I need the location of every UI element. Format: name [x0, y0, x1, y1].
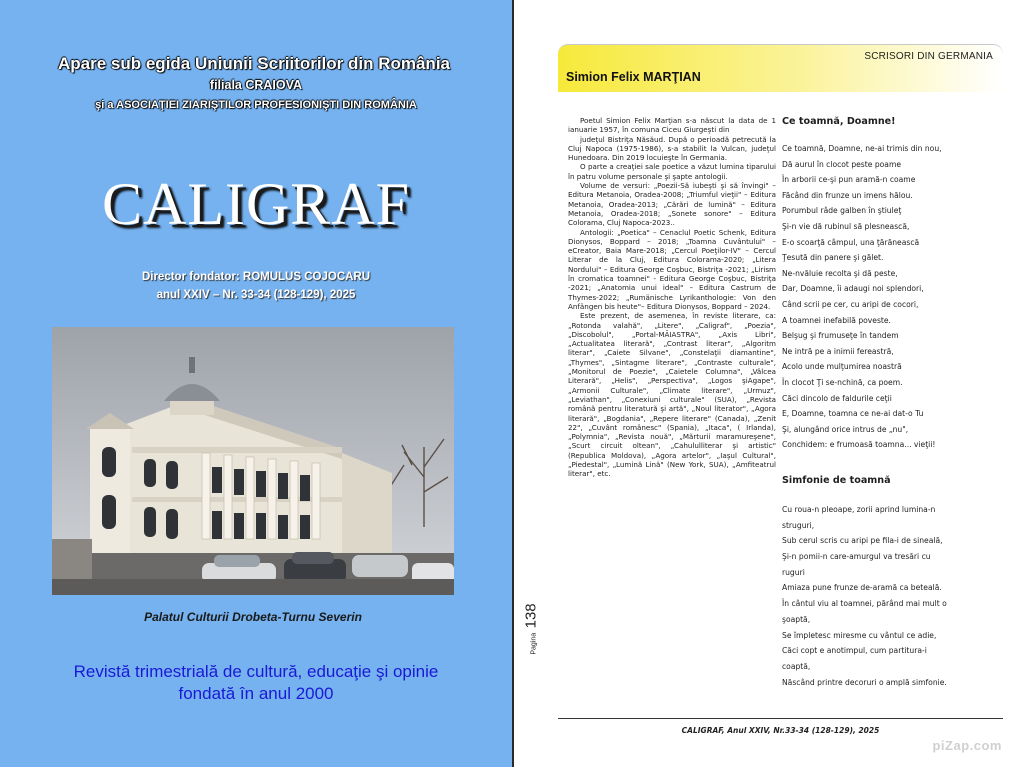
bio-paragraph: O parte a creaţiei sale poetice a văzut lumina tiparului în patru volume personale şi şapte antologii. [568, 162, 776, 181]
page-footer: CALIGRAF, Anul XXIV, Nr.33-34 (128-129), 2025 [681, 726, 880, 735]
poem-line: Sub cerul scris cu aripi pe fila-i de sineală, [782, 536, 943, 546]
poem-line: şoaptă, [782, 614, 811, 624]
poem-line: În cântul viu al toamnei, părând mai mult o [782, 599, 947, 609]
page-number [520, 600, 570, 660]
magazine-title: CALIGRAF [101, 171, 411, 237]
poem-1-body [782, 141, 1012, 453]
poem-line: Căci copt e anotimpul, cum partitura-i [782, 646, 927, 656]
bio-paragraph: Antologii: „Poetica" – Cenaclul Poetic Schenk, Editura Dionysos, Boppard – 2018; „Toamna Cuvântului" – eCreator, Baia Mare-2018; „Cercul Poeţilor-IV" – Cercul Literar de la Cluj, Editura Colorama-2020; „Litera Nordului" – Editura George Coşbuc, Bistriţa -2021; „Lirism în cromatica toamnei" - Editura George Coşbuc, Bistriţa -2021; „Anatomia unui ideal" – Editura Castrum de Thymes-2022; „Rumänische Lyrikanthologie: Von den Anfängen bis heute"– Editura Dionysos, Boppard – 2024. [568, 227, 776, 311]
poem-line: Ne intră pe a inimii fereastră, [782, 346, 894, 356]
poem-line: În clocot Ţi se-nchină, ca poem. [782, 377, 903, 387]
bio-paragraph: Este prezent, de asemenea, în reviste literare, ca: „Rotonda valahă", „Litere", „Caligraf", „Poezia", „Discobolul", „Portal-MĂIASTRA", „Axis Libri", „Actualitatea literară", „Contrast literar", „Algoritm literar", „Caiete Silvane", „Constelaţii diamantine", „Thymes", „Sintagme literare", „Contraste culturale", „Monitorul de Poezie", „Caietele Columna", „Vâlcea Literară", „Helis", „Perspectiva", „Logos şiAgape", „Armonii Culturale", „Climate literare", „Urmuz", „Leviathan", „Conexiuni culturale" (SUA), „Revista română pentru literatură şi artă", „Noul literator", „Agora literară", „Bogdania", „Repere literare" (Canada), „Zenit 22", „Cuvânt românesc" (Spania), „Itaca", ( Irlanda), „Polymnia", „Revista nouă", „Mărturii maramureşene", „Scurt circuit oltean", „Cahululliterar şi artistic" (Republica Moldova), „Agora artelor", „Iaşul Cultural", „Piedestal", „Lumină Lină" (New York, SUA), „Amfiteatrul literar", etc. [568, 311, 776, 479]
poems-column [782, 116, 1012, 690]
poem-line: E, Doamne, toamna ce ne-ai dat-o Tu [782, 409, 924, 419]
page-header-band [558, 44, 1003, 92]
poem-2-body [782, 502, 1012, 690]
poem-line: E-o scoarţă câmpul, una ţărănească [782, 237, 920, 247]
bio-paragraph: judeţul Bistriţa Năsăud. După o perioadă petrecută la Cluj Napoca (1975-1986), s-a stabilit la Vulcan, judeţul Hunedoara. Din 2019 locuieşte în Germania. [568, 134, 776, 163]
tagline-line-1: Revistă trimestrială de cultură, educaţie şi opinie [73, 662, 439, 681]
patronage-line-2: filiala CRAIOVA [209, 78, 303, 92]
poem-line: Porumbul râde galben în ştiuleţ [782, 206, 902, 216]
section-label: SCRISORI DIN GERMANIA [864, 51, 993, 62]
patronage-line-1: Apare sub egida Uniunii Scriitorilor din România [58, 54, 450, 73]
author-bio [568, 116, 776, 479]
poem-line: Cu roua-n pleoape, zorii aprind lumina-n [782, 504, 936, 514]
poem-line: Născând printre decoruri o amplă simfonie. [782, 677, 947, 687]
founding-director: Director fondator: ROMULUS COJOCARU [141, 271, 371, 283]
bio-paragraph: Volume de versuri: „Poezii-Să iubeşti şi să învingi" – Editura Metanoia, Oradea-2008; „Triumful vieţii" – Editura Metanoia, Oradea-2013; „Cărări de lumină" – Editura Metanoia, Oradea-2018; „Sonete sonore" – Editura Colorama, Cluj Napoca-2023.. [568, 181, 776, 228]
author-name: Simion Felix MARŢIAN [566, 70, 701, 84]
poem-line: coaptă, [782, 661, 811, 671]
poem-line: Conchidem: e frumoasă toamna... vieţii! [782, 440, 936, 450]
poem-line: Făcând din frunze un imens hălou. [782, 190, 913, 200]
poem-line: struguri, [782, 520, 815, 530]
poem-line: Când scrii pe cer, cu aripi de cocori, [782, 299, 919, 309]
issue-info: anul XXIV – Nr. 33-34 (128-129), 2025 [156, 289, 356, 301]
palace-illustration [52, 327, 454, 595]
poem-line: A toamnei inefabilă poveste. [782, 315, 891, 325]
pizap-watermark: piZap.com [932, 738, 1002, 753]
poem-line: Belşug şi frumuseţe în tandem [782, 331, 899, 341]
magazine-page [514, 0, 1024, 767]
poem-line: ruguri [782, 567, 805, 577]
poem-line: Dă aurul în clocot peste poame [782, 159, 902, 169]
poem-line: Ce toamnă, Doamne, ne-ai trimis din nou, [782, 144, 942, 153]
poem-line: Căci dincolo de faldurile ceţii [782, 393, 892, 403]
poem-line: Şi-n pomii-n care-amurgul va tresări cu [782, 551, 931, 561]
page-word: Pagina [530, 632, 538, 655]
poem-line: Acolo unde mulţumirea noastră [782, 362, 902, 372]
poem-line: Ţesută din panere şi gălet. [782, 253, 884, 263]
poem-line: Ne-nvăluie recolta şi dă peste, [782, 268, 898, 278]
poem-line: Şi, alungând orice intrus de „nu", [782, 424, 909, 434]
patronage-line-3: şi a ASOCIAŢIEI ZIARIŞTILOR PROFESIONIŞTI DIN ROMÂNIA [95, 99, 417, 111]
bio-paragraph: Poetul Simion Felix Marţian s-a născut la data de 1 ianuarie 1957, în comuna Ciceu Giurgeşti din [568, 116, 776, 135]
poem-line: Şi-n vie dă rubinul să plesnească, [782, 221, 910, 231]
tagline-line-2: fondată în anul 2000 [178, 684, 334, 703]
poem-line: Amiaza pune frunze de-aramă ca beteală. [782, 583, 942, 593]
poem-2-title: Simfonie de toamnă [782, 474, 891, 486]
poem-line: În arborii ce-şi pun aramă-n coame [782, 175, 916, 185]
footer-rule [558, 718, 1003, 719]
poem-line: Dar, Doamne, îi adaugi noi splendori, [782, 284, 924, 294]
cover-photo-palace [52, 327, 454, 595]
poem-1-title: Ce toamnă, Doamne! [782, 116, 896, 127]
page-number-value: 138 [522, 603, 540, 629]
poem-line: Se împletesc miresme cu vântul ce adie, [782, 630, 937, 640]
photo-caption: Palatul Culturii Drobeta-Turnu Severin [144, 610, 362, 624]
